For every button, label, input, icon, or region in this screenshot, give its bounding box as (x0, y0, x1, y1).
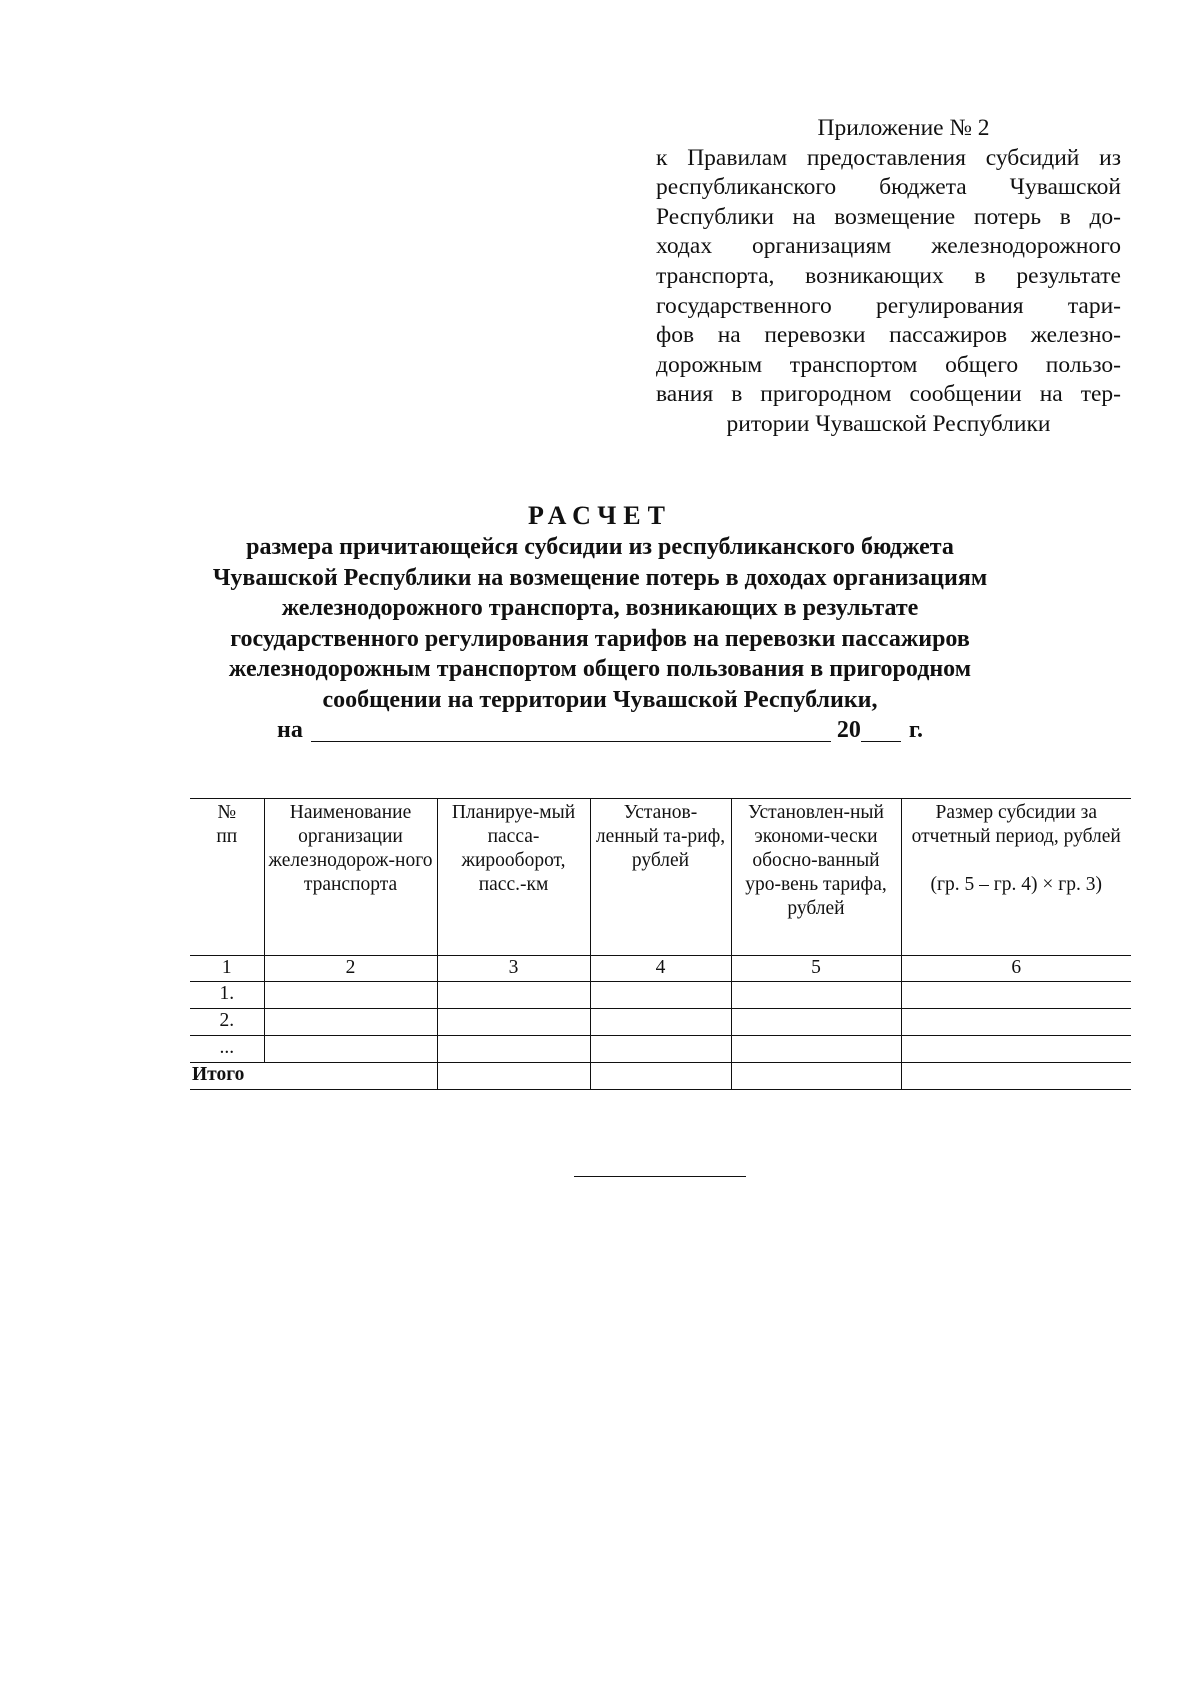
year-blank[interactable] (861, 719, 901, 742)
table-cell[interactable] (731, 1036, 901, 1063)
period-prefix: на (276, 717, 303, 743)
year-prefix: 20 (836, 717, 861, 743)
document-title: РАСЧЕТ (528, 501, 672, 530)
subsidy-formula: (гр. 5 – гр. 4) × гр. 3) (930, 874, 1102, 895)
table-cell[interactable] (264, 1009, 437, 1036)
total-label: Итого (190, 1063, 437, 1090)
heading-line: железнодорожного транспорта, возникающих в результате (281, 595, 919, 621)
period-blank[interactable] (311, 719, 831, 742)
year-suffix: г. (908, 717, 924, 743)
total-cell[interactable] (590, 1063, 731, 1090)
table-cell[interactable] (264, 982, 437, 1009)
appendix-line: вания в пригородном сообщении на тер- (656, 381, 1121, 408)
row-number: ... (190, 1036, 264, 1063)
header-subsidy: Размер субсидии за отчетный период, рублей (гр. 5 – гр. 4) × гр. 3) (901, 799, 1131, 956)
header-set-tariff: Установ-ленный та-риф, рублей (590, 799, 731, 956)
table-cell[interactable] (901, 1009, 1131, 1036)
column-number: 2 (264, 956, 437, 982)
column-number: 3 (437, 956, 590, 982)
appendix-line: транспорта, возникающих в результате (656, 262, 1121, 289)
total-cell[interactable] (901, 1063, 1131, 1090)
table-cell[interactable] (437, 982, 590, 1009)
heading-line: государственного регулирования тарифов на перевозки пассажиров (230, 625, 970, 652)
heading-line: размера причитающейся субсидии из республиканского бюджета (246, 534, 954, 560)
table-cell[interactable] (264, 1036, 437, 1063)
column-number: 1 (190, 956, 264, 982)
appendix-line: Республики на возмещение потерь в до- (656, 203, 1121, 230)
header-organization: Наименование организации железнодорож-ного транспорта (264, 799, 437, 956)
table-cell[interactable] (437, 1036, 590, 1063)
table-cell[interactable] (590, 982, 731, 1009)
table-row (190, 982, 1131, 1009)
header-number: № пп (190, 799, 264, 956)
table-header-row (190, 799, 1131, 956)
table-row (190, 1009, 1131, 1036)
document-heading (150, 500, 1050, 746)
table-cell[interactable] (901, 982, 1131, 1009)
header-passenger-turnover: Планируе-мый пасса-жирооборот, пасс.-км (437, 799, 590, 956)
appendix-line: ходах организациям железнодорожного (656, 233, 1121, 260)
header-economic-tariff: Установлен-ный экономи-чески обосно-ванный уро-вень тарифа, рублей (731, 799, 901, 956)
column-numbers-row (190, 956, 1131, 982)
heading-line: Чувашской Республики на возмещение потерь в доходах организациям (212, 564, 988, 591)
table-cell[interactable] (901, 1036, 1131, 1063)
table-cell[interactable] (437, 1009, 590, 1036)
appendix-line: к Правилам предоставления субсидий из (656, 144, 1121, 171)
row-number: 2. (190, 1009, 264, 1036)
heading-line: железнодорожным транспортом общего пользования в пригородном (228, 656, 972, 682)
total-cell[interactable] (731, 1063, 901, 1090)
appendix-last-line: ритории Чувашской Республики (726, 410, 1051, 437)
table-cell[interactable] (590, 1009, 731, 1036)
appendix-line: фов на перевозки пассажиров железно- (656, 322, 1121, 349)
appendix-block (656, 114, 1121, 440)
column-number: 4 (590, 956, 731, 982)
total-cell[interactable] (437, 1063, 590, 1090)
appendix-line: республиканского бюджета Чувашской (656, 174, 1121, 201)
table-row (190, 1036, 1131, 1063)
closing-divider (574, 1176, 746, 1177)
table-cell[interactable] (731, 982, 901, 1009)
table-cell[interactable] (731, 1009, 901, 1036)
column-number: 6 (901, 956, 1131, 982)
heading-line: сообщении на территории Чувашской Республики, (322, 686, 878, 713)
appendix-title: Приложение № 2 (817, 115, 990, 141)
column-number: 5 (731, 956, 901, 982)
period-line (150, 715, 1050, 746)
appendix-line: государственного регулирования тари- (656, 292, 1121, 319)
appendix-line: дорожным транспортом общего пользо- (656, 351, 1121, 378)
total-row (190, 1063, 1131, 1090)
calculation-table (190, 798, 1131, 1090)
table-cell[interactable] (590, 1036, 731, 1063)
row-number: 1. (190, 982, 264, 1009)
